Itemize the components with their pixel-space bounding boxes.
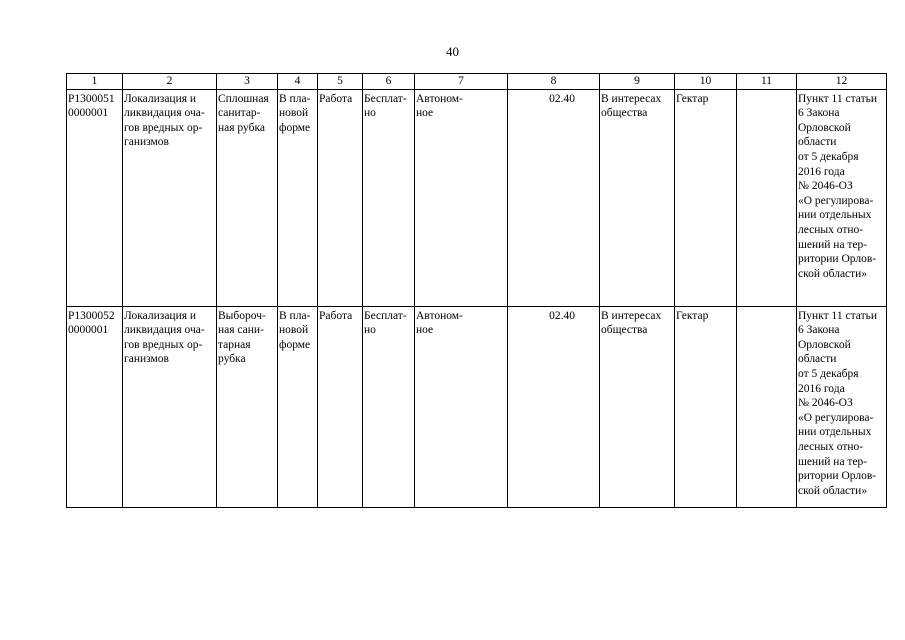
cell-unit: Гектар bbox=[675, 306, 737, 507]
cell-work-type: Выбороч- ная сани- тарная рубка bbox=[217, 306, 278, 507]
column-header: 8 bbox=[508, 74, 600, 90]
cell-form: В пла- новой форме bbox=[278, 89, 318, 306]
cell-kind: Работа bbox=[318, 306, 363, 507]
cell-empty bbox=[737, 89, 797, 306]
cell-service-name: Локализация и ликвидация оча- гов вредных ор- ганизмов bbox=[123, 89, 217, 306]
column-header: 10 bbox=[675, 74, 737, 90]
column-header: 4 bbox=[278, 74, 318, 90]
column-header: 7 bbox=[415, 74, 508, 90]
column-header: 5 bbox=[318, 74, 363, 90]
cell-legal-basis: Пункт 11 статьи 6 Закона Орловской области от 5 декабря 2016 года № 2046-ОЗ «О регулирова- нии отдельных лесных отно- шений на тер- ритории Орлов- ской области» bbox=[797, 306, 887, 507]
cell-kind: Работа bbox=[318, 89, 363, 306]
table-row bbox=[67, 89, 887, 306]
column-header: 3 bbox=[217, 74, 278, 90]
column-header: 12 bbox=[797, 74, 887, 90]
cell-legal-basis: Пункт 11 статьи 6 Закона Орловской области от 5 декабря 2016 года № 2046-ОЗ «О регулирова- нии отдельных лесных отно- шений на тер- ритории Орлов- ской области» bbox=[797, 89, 887, 306]
cell-institution-type: Автоном- ное bbox=[415, 89, 508, 306]
cell-service-name: Локализация и ликвидация оча- гов вредных ор- ганизмов bbox=[123, 306, 217, 507]
cell-code: Р1300052 0000001 bbox=[67, 306, 123, 507]
column-header: 9 bbox=[600, 74, 675, 90]
column-header: 11 bbox=[737, 74, 797, 90]
cell-unit: Гектар bbox=[675, 89, 737, 306]
cell-payment: Бесплат- но bbox=[363, 89, 415, 306]
column-header: 2 bbox=[123, 74, 217, 90]
cell-consumers: В интересах общества bbox=[600, 306, 675, 507]
cell-institution-type: Автоном- ное bbox=[415, 306, 508, 507]
cell-work-type: Сплошная санитар- ная рубка bbox=[217, 89, 278, 306]
column-header: 6 bbox=[363, 74, 415, 90]
cell-empty bbox=[737, 306, 797, 507]
page-number: 40 bbox=[446, 44, 459, 59]
table-row bbox=[67, 306, 887, 507]
cell-payment: Бесплат- но bbox=[363, 306, 415, 507]
cell-okved-code: 02.40 bbox=[508, 89, 600, 306]
cell-code: Р1300051 0000001 bbox=[67, 89, 123, 306]
registry-table bbox=[66, 73, 887, 508]
column-header: 1 bbox=[67, 74, 123, 90]
header-row bbox=[67, 74, 887, 90]
cell-okved-code: 02.40 bbox=[508, 306, 600, 507]
cell-form: В пла- новой форме bbox=[278, 306, 318, 507]
cell-consumers: В интересах общества bbox=[600, 89, 675, 306]
